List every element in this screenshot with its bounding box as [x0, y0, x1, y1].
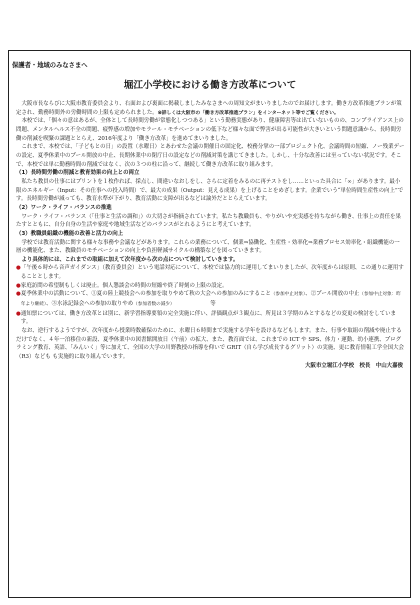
intro-paragraph-1: [16, 100, 405, 117]
intro-paragraph-3: これまで、本校では、「子どもとの日」の設置（水曜日）とあわせた会議の開催日の固定化、校務分掌の一部プロジェクト化、会議時間の短縮、ノー残業デーの設定、夏季休業中のプール開放の中止、長期休業中の閉庁日の設定などの削減対策を講じてきました。しかし、十分な改善には至っていない状況です。そこで、本校では単に勤務時間の削減ではなく、次の３つの柱に沿って、継続して働き方改革に取り組みます。: [16, 144, 405, 168]
document-body: [16, 100, 405, 370]
intro-paragraph-2: 本校では、「個々の意はあるが、全体として長時間労働が常態化しつつある」という勤務実態があり、健康障害等は出ていないものの、コンプライアンス上の問題、メンタルヘルス不全の問題、疲弊感の増加やモラール・モチベーションの低下など様々な面で弊害が出る可能性が大きいという問題意識から、長時間労働の削減を喫緊の課題ととらえ、2016年度より「働き方改革」を進めてまいりました。: [16, 118, 404, 142]
intro-text-1: 大阪市長ならびに大阪市教育委員会より、右面および裏面に掲載しましたみなさまへの周知文がまいりましたのでお届けします。働き方改革推進プランが策定され、勤務時間外の労働時間の上限も定められました。: [16, 101, 402, 116]
lead-statement: より具体的には、これまでの取組に加えて次年度から次の点について検討していきます。: [21, 256, 239, 263]
list-item-text: 、③水泳記録会への参加の取りやめ: [46, 301, 134, 308]
list-item-text: 家庭訪問の希望制もしくは廃止。個人懇談会の時間の短縮や終了時刻の上限の設定。: [20, 282, 228, 289]
section-text-3: 学校では教育活動に関する様々な事務や会議などがあります。これらの業務について、個業⇒協働化、生産性・効率化⇒業務プロセス効率化・組織機能の一層の機能化、また、教職員のモチベーションの向上や負担軽減サイクルの構築などを図っていきます。: [16, 239, 400, 255]
principal-signature: 大阪市立堀江小学校 校長 中山大嘉俊: [305, 362, 403, 369]
list-item-text: 通知票については、働き方改革とは別に、新学習指導要領の完全実施に伴い、評価観点が３観点に、所見は３学期のみとするなどの変更の検討をしています。: [20, 310, 396, 326]
list-item-text: 夏季休業中の活動について、①夏の陸上競技会への参加を取りやめて秋の大会への参加のみにすること: [20, 291, 271, 298]
list-item: [16, 290, 405, 309]
red-bullet-icon: ●: [16, 291, 21, 298]
section-heading-2: （2）ワーク・ライフ・バランスの推進: [16, 204, 112, 211]
list-item-text: 、②プール開放の中止: [305, 291, 360, 298]
section-text-1: 私たち教員の仕事にはプリントを１枚作れば、採点し、間違いなおしをし、さらに定着をみるのに再テストをし……といった具合に「∞」があります。最小限のエネルギー（Input：その仕事への投入時間）で、最大の成果（Output：見える成果）を上げることをめざします。企業でいう“単位時間生産性の向上”です。長時間労働が減っても、教育水準が下がり、教育活動に支障が出るなどは論外だととらえています。: [16, 178, 404, 203]
red-bullet-icon: ●: [16, 310, 21, 317]
list-item-text: 「午後６時から音声ガイダンス」（教育委員会）という電話対応について、本校では協力的に運用してまいりましたが、次年度からは原則、この通りに運用することとします。: [20, 265, 404, 281]
red-bullet-icon: ●: [16, 265, 21, 272]
list-item: [16, 282, 405, 291]
list-item: [16, 264, 405, 281]
closing-paragraph: なお、逆行するようですが、次年度から授業時数確保のために、水曜日６時間まで実施する学年を設けるなどもします。また、行事や取組の削減や廃止するだけでなく、４年一泊移住の新設、夏季休業中の図書館開放日（午前）の拡大、また、教育面では、これまでの ICT や SPS、体力・運動、幼小連携、プログラミング教育、英語、「みんいく」等に加えて、全国の大学の川野教授の指導を仰いで GRIT（自ら学び成長するグリット）の実施、更に教育情報工学全国大会（R3）なども も実施的に取り組んでいます。: [16, 328, 404, 361]
list-item-note: （参加中止対象）: [270, 292, 306, 298]
red-bullet-icon: ●: [16, 282, 21, 289]
list-item-note: （参加者数の減少）: [133, 302, 173, 308]
intro-note: ※詳しくは大阪市の「働き方改革推進プラン」をインターネット等でご覧ください。: [157, 109, 339, 116]
section-heading-3: （3）教職員組織の機能の改善と活力の向上: [16, 230, 124, 237]
list-item: [16, 310, 405, 327]
section-text-2: ワーク・ライフ・バランス（「仕事と生活の調和」）の大切さが指摘されています。私たち教職員も、やりがいや充実感を持ちながら働き、仕事上の責任を果たすとともに、自分自身の生活や家庭や地域生活などのバランスがとれるようにと考えています。: [16, 213, 401, 229]
page-title: 堀江小学校における働き方改革について: [123, 80, 297, 91]
audience-heading: 保護者・地域のみなさまへ: [12, 62, 88, 69]
list-item-note: （参加中止対象：昨年より継続）: [20, 292, 401, 308]
list-item-text: 等: [172, 301, 216, 308]
section-heading-1: （1）長時間労働の削減と教育効果の向上との両立: [16, 170, 140, 177]
